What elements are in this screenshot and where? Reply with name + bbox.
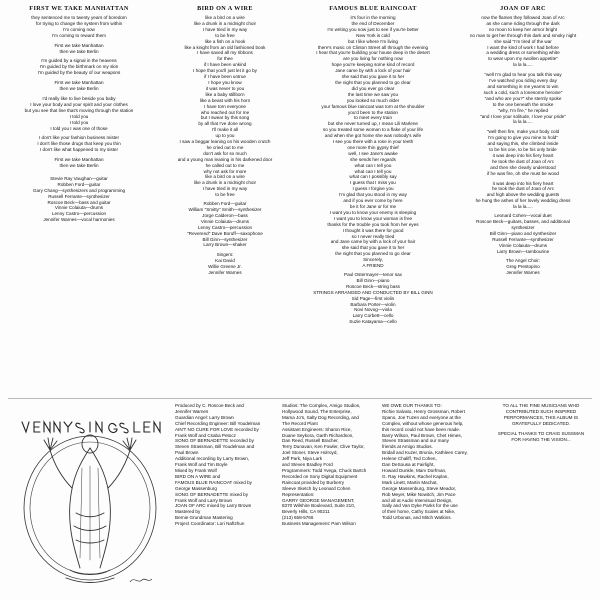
lyric-line: I thought it was there for good [342, 227, 404, 233]
credit-line: and Steven Bradley Ford [282, 462, 333, 468]
lyric-line: I told you [69, 119, 89, 125]
lyric-line: like a fish on a hook [204, 38, 246, 44]
lyric-line: I'm writing you now just to see if you're better [327, 26, 419, 32]
lyric-line: First we take Manhattan [54, 42, 104, 48]
credit-line: Complex, without whose generous help, [382, 420, 464, 426]
credit-line: Lenny Castro—percussion [51, 211, 107, 217]
musician-credits [152, 201, 298, 276]
credit-line: Vinnie Colaiuta—drums [200, 218, 250, 224]
lyric-line: I'd really like to live beside you baby [42, 95, 116, 101]
lyric-line: but you see that line that's moving through the station [24, 107, 134, 113]
credit-line: Jeff Park, Niya Lark [282, 456, 322, 462]
credit-line: Studios: The Complex, Amigo Studios, [282, 403, 361, 408]
lyric-line: he cried out to me [206, 144, 244, 150]
lyric-line: such a cold, such a lonesome heroine" [483, 89, 563, 95]
lyric-line: the night that you planned to go clear [335, 251, 411, 257]
credit-line: Terry Dunavan, Ken Fowler, Clive Taylor, [282, 444, 365, 450]
credit-line: Guardian Angel: Larry Brown [175, 414, 234, 420]
credit-line: Larry Brown—tambourine [496, 248, 550, 254]
lyric-line: Sincerely, [363, 257, 383, 263]
credit-line: Frank Wolf and Larry Brown [175, 497, 233, 503]
credit-line: Business Management: Pam Wilson [282, 521, 356, 527]
credit-line: Barry Wilson, Paul Brown, Chet Himes, [382, 432, 462, 438]
lyric-line: and if you ever come by here [343, 198, 403, 204]
credit-line: Barbara Porter—violin [350, 301, 396, 307]
lyric-line: I have tried in my way [202, 186, 248, 192]
lyric-line: what can I tell you [354, 162, 392, 168]
lyric-line: like a drunk in a midnight choir [193, 20, 257, 26]
credit-line: Dan Reed, Russell Bracher, [282, 438, 339, 444]
credit-line: Produced by C. Roscoe Beck and [175, 403, 244, 408]
lyric-line: la la la..... [513, 62, 533, 68]
credit-line: SONG OF BERNADETTE mixed by [175, 491, 249, 497]
credit-line: Frank Wolf and Tim Boyle [175, 462, 228, 468]
lyric-line: thanks for the trouble you took from her eyes [327, 221, 419, 227]
lyric-line: what can I possibly say [349, 174, 397, 180]
sleeve-sketch-drawing [10, 408, 170, 594]
credit-line: Vinnie Colaiuta—drums [54, 205, 104, 211]
credit-line: SPECIAL THANKS TO CRAIG SUSSMAN [497, 430, 585, 436]
credit-line: Roscoe Beck—bass and guitar [47, 199, 111, 205]
credit-line: Bernie Grundman Mastering [175, 515, 233, 521]
credit-line: Suzie Katayama—cello [349, 319, 397, 325]
lyric-line: so I never really tried [351, 233, 395, 239]
credit-line: GARRY GEORGE MANAGEMENT, [282, 497, 355, 503]
lyric-line: New York is cold [356, 32, 390, 38]
lyric-line: to be free [215, 192, 235, 198]
credit-line: JOAN OF ARC mixed by Larry Brown [175, 503, 252, 509]
lyric-line: they sentenced me to twenty years of boredom [31, 15, 127, 20]
credit-line: friends at Amigo Studios. [382, 444, 433, 450]
lyric-line: and a young man leaning in his darkened door [177, 156, 273, 162]
lyric-line: to be his one, to be his only bride [489, 147, 557, 153]
lyric-line: I have tried in my way [202, 26, 248, 32]
credit-line: Recorded on Sony Digital Equipment [282, 473, 358, 479]
lyric-line: by all that I've done wrong [198, 121, 252, 127]
song-column-famous-blue-raincoat [298, 4, 448, 398]
lyric-line: I'm coming now [63, 26, 95, 32]
credit-line: Kai David [215, 258, 235, 264]
lyric-line: "well I'm glad to hear you talk this way [484, 72, 562, 78]
lyric-line: and something in me yearns to win [487, 83, 559, 89]
credit-line: "Reverend" Dave Boruff—saxophone [187, 230, 263, 236]
lyric-line: I hope that you'll just let it go by [193, 68, 257, 74]
credit-line: Richie Salvato, Henry Grossman, Robert [382, 408, 465, 414]
credit-line: Bill Ginn—piano and synthesizer [489, 230, 557, 236]
credit-line: Mastered by [175, 509, 201, 515]
lyric-line: the end of December [351, 20, 395, 26]
studio-credits [282, 403, 382, 598]
lyric-line: I guess that I miss you [350, 180, 396, 186]
lyric-line: to the one beneath the smoke [492, 101, 554, 107]
credit-line: Joel Stoner, Steve Holroyd, [282, 450, 338, 456]
lyric-line: I told you I was one of those [50, 125, 108, 131]
credit-line: Larry Brown—shaker [203, 242, 247, 248]
lyric-line: your famous blue raincoat was torn at the shoulder [321, 103, 425, 109]
musician-credits [298, 272, 448, 325]
lyric-line: but I swear by this song [200, 115, 250, 121]
credit-line: Roscoe Beck—guitars, basses, and additional [476, 219, 570, 224]
lyric-line: but I like where I'm living [348, 38, 398, 44]
credit-line: PERFORMANCES, THIS ALBUM IS [503, 414, 579, 420]
lyric-line: for trying to change the system from within [35, 20, 123, 26]
studio-lines [282, 403, 382, 527]
lyric-line: well, I see Jane's awake [348, 150, 398, 156]
lyric-line: who reached out for me [200, 109, 250, 115]
credit-line: Mixed by Frank Wolf [175, 467, 217, 473]
lyric-line: she said that you gave it to her [341, 245, 405, 251]
lyric-line: like a knight from an old fashioned book [184, 44, 266, 50]
credit-line: Bridall and Kuzer, Brunia, Kathleen Carey, [382, 450, 468, 456]
lyric-line: I've watched you riding every day [489, 78, 557, 84]
credit-line: William "Smitty" Smith—synthesizer [188, 207, 262, 212]
lyric-line: to be free [215, 32, 235, 38]
lyric-line: it was never to you [205, 85, 245, 91]
credit-line: Project Coordinator: Lori Naftzhun [175, 521, 245, 527]
credit-line: G. Ray Hawkins, Rachel Kaplan, [382, 473, 449, 479]
credit-line: Singers: [216, 252, 234, 258]
lyric-line: I love your body and your spirit and your clothes [30, 101, 128, 107]
credit-line: TO ALL THE FINE MUSICIANS WHO [502, 403, 580, 408]
lyric-line: "well then fire, make your body cold [486, 129, 560, 135]
credit-line: Frank Wolf and Csaba Petocz [175, 432, 236, 438]
credit-line: Willie Greene Jr. [208, 264, 242, 270]
lyric-line: you looked so much older [346, 97, 400, 103]
lyric-line: I told you [69, 113, 89, 119]
credit-line: Steven Strassman, Bill Youdelman and [175, 444, 255, 450]
lyric-line: but she never turned up, I mean Lili Marlene [328, 121, 418, 127]
lyric-line: hope you're keeping some kind of record [331, 62, 415, 68]
lyric-line: are you living for nothing now [343, 56, 403, 62]
credit-line: synthesizer [511, 224, 535, 230]
credit-line: Sid Page—first violin [351, 295, 395, 301]
credit-line: Jennifer Warnes [506, 270, 540, 276]
lyric-line: I hope you know [208, 79, 242, 85]
lyric-line: if I have been unkind [203, 62, 247, 68]
lyric-line: it's four in the morning [350, 15, 396, 20]
lyric-line: she said "I'm tired of the war [494, 38, 552, 44]
lyric-line: then we take Berlin [59, 48, 99, 54]
lyric-line: for thee [217, 56, 233, 62]
lyric-line: be it for Jane or for me [349, 204, 397, 209]
credit-line: GRATEFULLY DEDICATED. [511, 420, 571, 426]
lyric-line: it was deep into his fiery heart [492, 180, 554, 186]
lyric-line: I have saved all my ribbons [197, 50, 253, 56]
musician-credits [6, 176, 152, 223]
lyric-line: I want you to know your woman is free [333, 215, 413, 221]
credit-line: Representation: [282, 491, 315, 497]
credit-line: The Record Plant [282, 420, 318, 426]
lyric-line: I'm coming to reward them [52, 32, 106, 38]
lyric-line: and Jane came by with a lock of your hair [330, 239, 416, 245]
credit-line: AIN'T NO CURE FOR LOVE recorded by [175, 426, 259, 432]
lyric-line: I hear that you're building your house deep in the desert [316, 50, 430, 56]
lyric-line: like a baby stillborn [205, 91, 245, 97]
credit-line: Chief Recording Engineer: Bill Youdelman [175, 420, 261, 426]
lyric-line: the night that you planned to go clear [335, 79, 411, 85]
lyric-line: don't ask for so much [203, 150, 247, 156]
lyric-line: what can I tell you [354, 168, 392, 174]
lyric-line: I saw a beggar leaning on his wooden crutch [179, 139, 271, 145]
lyric-line: I want the kind of work I had before [487, 44, 559, 50]
lyric-line: and then she clearly understood [490, 164, 556, 170]
credit-line: SONG OF BERNADETTE recorded by [175, 438, 254, 444]
lyric-line: I see you there with a rose in your teeth [332, 139, 414, 145]
credit-line: Programmers: Todd Yvega, Chuck Bartch [282, 467, 367, 473]
lyric-line: I'm guided by a signal in the heavens [41, 58, 117, 64]
lyric-line: now the flames they followed Joan of Arc [481, 15, 565, 20]
lyric-line: I'm guided by the birthmark on my skin [39, 64, 119, 70]
credit-line: Todd Urbonas, and Mitch Watkins. [382, 515, 452, 521]
song-title: BIRD ON A WIRE [197, 5, 253, 12]
credit-line: Steven Strassman and our many [382, 438, 449, 444]
credit-line: Paul Ostermayer—tenor sax [344, 271, 402, 277]
credit-line: CONTRIBUTED SUCH INSPIRED [505, 408, 577, 414]
credit-line: FOR HAVING THE VISION... [511, 436, 571, 442]
credit-line: Vinnie Colaiuta—drums [498, 242, 548, 248]
lyric-line: there's music on Clinton Street all through the evening [317, 44, 429, 50]
credit-line: STRINGS ARRANGED AND CONDUCTED BY BILL GINN [313, 289, 433, 295]
credit-line: BIRD ON A WIRE and [175, 473, 221, 479]
credit-line: Bill Ginn—piano [356, 277, 390, 283]
lyric-line: I want you to know your enemy is sleeping [329, 209, 417, 215]
lyric-line: and when she got home she was nobody's wife [324, 133, 422, 139]
credit-line: Novi Novog—viola [354, 307, 392, 313]
lyric-line: I'm glad that you stood in my way [339, 192, 407, 198]
song-column-first-we-take-manhattan [6, 4, 152, 398]
lyric-line: like a beast with his horn [199, 97, 251, 103]
credit-line: Bill Ginn—synthesizer [202, 236, 248, 242]
lyric-line: why not ask for more [203, 168, 247, 174]
lyric-line: up to you [215, 133, 235, 139]
credit-line: Robben Ford—guitar [57, 181, 101, 187]
lyric-line: la la la..... [513, 119, 533, 125]
lyric-line: he took the dust of Joan of Arc [491, 158, 555, 164]
lyric-line: you'd been to the station [348, 109, 398, 115]
lyric-line: I don't like your fashion business mister [38, 135, 120, 141]
credit-line: Jennifer Warnes [175, 408, 209, 414]
credit-line: Rob Meyer, Mike Nowitch, Jim Pace [382, 491, 456, 497]
lyric-line: she sends her regards [350, 156, 396, 162]
lyric-line: "why, I'm fire," he replied [497, 107, 548, 113]
song-title: FAMOUS BLUE RAINCOAT [329, 5, 417, 12]
thanks-lines [382, 403, 486, 521]
dedication [486, 403, 596, 598]
lyric-line: First we take Manhattan [54, 157, 104, 163]
lyric-line: then we take Berlin [59, 163, 99, 169]
credit-line: (213) 658-5766 [282, 515, 314, 521]
credit-line: Stevie Ray Vaughan—guitar [50, 175, 108, 181]
lyric-line: no man to get her through this dark and smoky night [469, 32, 577, 38]
credit-line: Howard Dunkle, Marv Dorfman, [382, 467, 447, 473]
lyric-line: "and who are you?" she sternly spoke [484, 95, 562, 101]
dedication-lines [486, 403, 596, 442]
credit-line: Paul Brown [175, 450, 199, 456]
lyric-line: if he was fire, oh she must be wood [486, 170, 559, 176]
credit-line: Additional recording by Larry Brown, [175, 456, 250, 462]
lyric-line: then we take Berlin [59, 86, 99, 92]
song-column-bird-on-a-wire [152, 4, 298, 398]
credit-line: Jorge Calderon—bass [202, 212, 248, 218]
credit-line: Helene Chaliff, Ted Cohen, [382, 456, 437, 462]
credit-line: Assistant Engineers: Sharon Rice, [282, 426, 352, 432]
credit-line: 8370 Wilshire Boulevard, Suite 210, [282, 503, 356, 509]
credit-line: George Massenburg [175, 485, 217, 491]
lyric-line: she said that you gave it to her [341, 74, 405, 80]
credit-line: Gary Chang—synthesizers and programming [32, 187, 126, 193]
lyric-line: did you ever go clear [351, 85, 395, 91]
credit-line: Dan DeSousa at Fairlight, [382, 462, 435, 468]
credit-line: of their home, Cathy Scales at Nike, [382, 509, 456, 515]
lyric-line: to meet every train [353, 115, 393, 121]
credit-line: Duane Seykora, Garth Richardson, [282, 432, 354, 438]
credit-line: Mark Linett, Martin Machat, [382, 479, 438, 485]
lyric-line: the last time we saw you [347, 91, 399, 97]
lyric-line: like a bird on a wire [205, 174, 245, 180]
lyric-line: he hung the ashes of her lovely wedding dress [475, 198, 571, 204]
lyric-line: one more thin gypsy thief [347, 144, 399, 150]
credit-line: WE OWE OUR THANKS TO: [382, 403, 442, 408]
credit-line: Roscoe Beck—string bass [346, 283, 400, 289]
credit-line: Jennifer Warnes [208, 270, 242, 276]
lyric-line: he called out to me [205, 162, 245, 168]
credit-line: Russell Ferrante—synthesizer [48, 193, 110, 199]
lyric-line: like a drunk in a midnight choir [193, 180, 257, 186]
lyric-line: First we take Manhattan [54, 80, 104, 86]
lyric-line: he took the dust of Joan of Arc [491, 186, 555, 192]
credit-line: The Angel Choir: [505, 258, 541, 264]
credit-line: Sleeve Sketch by Leonard Cohen [282, 485, 351, 491]
lyric-line: Jane came by with a lock of your hair [335, 68, 411, 74]
lyric-line: and high above the wedding guests [486, 192, 560, 198]
lyric-line: "and I love your solitude, I love your pride" [480, 113, 566, 119]
line-gap [6, 169, 152, 173]
lyric-line: I have torn everyone [204, 103, 246, 109]
credit-line: Leonard Cohen—vocal duet [494, 213, 552, 219]
production-credits [175, 403, 283, 598]
section-divider [8, 398, 592, 399]
production-lines [175, 403, 283, 527]
lyrics [450, 15, 596, 210]
song-column-joan-of-arc [450, 4, 596, 398]
song-title: JOAN OF ARC [500, 5, 546, 12]
lyric-line: so you treated some woman to a flake of your life [322, 127, 424, 133]
lyric-line: it was deep into his fiery heart [492, 152, 554, 158]
lyrics [6, 15, 152, 173]
credit-line: FAMOUS BLUE RAINCOAT mixed by [175, 479, 252, 485]
credit-line: Lenny Castro—percussion [197, 224, 253, 230]
lyric-line: I don't like those drugs that keep you thin [37, 141, 121, 147]
lyric-line: and saying this, she climbed inside [487, 141, 559, 147]
credit-line: Beverly Hills, CA 90211 [282, 509, 330, 515]
lyric-line: no moon to keep her armor bright [488, 26, 558, 32]
lyric-line: as she came riding through the dark [486, 20, 560, 26]
credit-line: Spano, Joe Tuzen and everyone at the [382, 414, 461, 420]
thanks-credits [382, 403, 486, 598]
song-title: FIRST WE TAKE MANHATTAN [29, 5, 129, 12]
lyric-line: a wedding dress or something white [486, 50, 560, 56]
credit-line: Greg Prestopino [506, 264, 540, 270]
musician-credits [450, 213, 596, 276]
lyric-line: la la la..... [513, 204, 533, 210]
lyric-line: A FRIEND [362, 263, 384, 269]
lyric-line: like a bird on a wire [205, 15, 245, 20]
lyric-line: I'm guided by the beauty of our weapons [37, 70, 121, 76]
credit-line: Robben Ford—guitar [203, 201, 247, 207]
lyrics [152, 15, 298, 198]
credit-line: and all at Audio Intervisual Design, [382, 497, 453, 503]
credit-line: George Massenburg, Steve Meador, [382, 485, 457, 491]
lyric-line: I don't like what happened to my sister [40, 147, 118, 153]
lyric-line: I guess I forgive you [352, 186, 394, 192]
lyric-line: if I have been untrue [204, 74, 246, 80]
credit-line: Jennifer Warnes—vocal harmonies [43, 217, 115, 223]
credit-line: Larry Corbett—cello [352, 313, 394, 319]
credit-line: Hollywood Sound, The Enterprise, [282, 408, 352, 414]
lyric-line: I'm going to give you mine to hold" [488, 135, 558, 141]
lyric-line: to wear upon my swollen appetite" [488, 56, 558, 62]
credit-line: Mama Jo's, Salty Dog Recording, and [282, 414, 359, 420]
lyric-line: I'll make it all [211, 127, 239, 133]
credit-line: Russell Ferrante—synthesizer [492, 236, 554, 242]
credit-line: Sally and Van Dyke Parks for the use [382, 503, 458, 509]
lyrics [298, 15, 448, 269]
credit-line: this record could not have been made. [382, 426, 461, 432]
credit-line: Raincoat provided by Burberry [282, 479, 345, 485]
